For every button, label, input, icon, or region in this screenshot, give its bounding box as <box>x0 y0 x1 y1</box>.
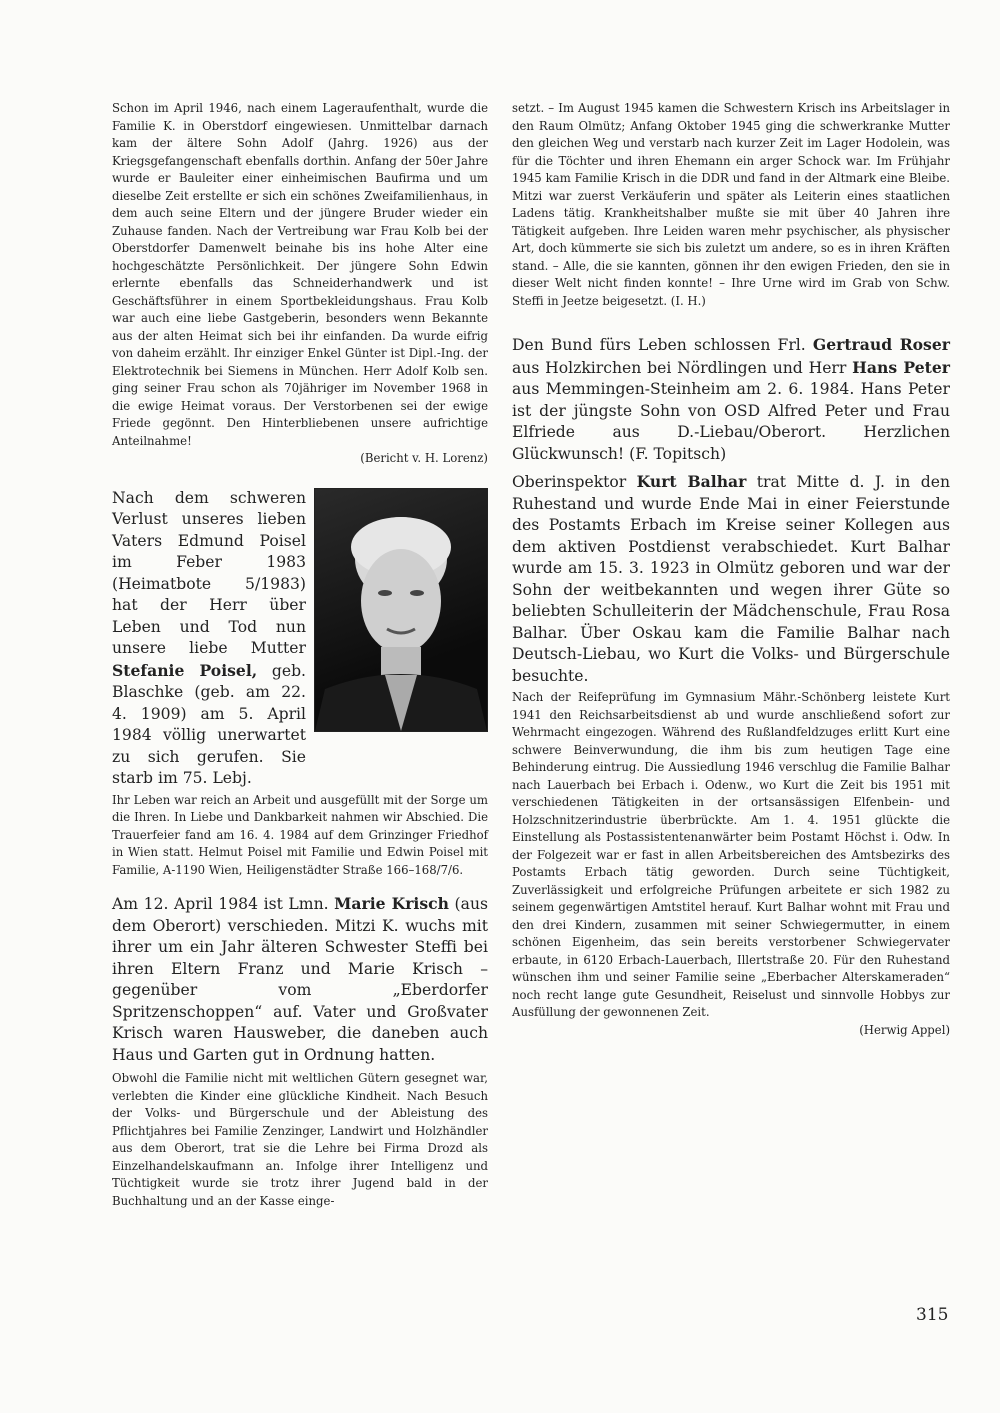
kolb-article-text: Schon im April 1946, nach einem Lageraufenthalt, wurde die Familie K. in Oberstdorf eingewiesen. Unmittelbar darnach kam der ältere Sohn Adolf (Jahrg. 1926) aus der Kriegsgefangenschaft ebenfalls dorthin. Anfang der 50er Jahre wurde er Bauleiter einer einheimischen Baufirma und um dieselbe Zeit erstellte er sich ein schönes Zweifamilienhaus, in dem auch seine Eltern und der jüngere Bruder wieder ein Zuhause fanden. Nach der Vertreibung war Frau Kolb bei der Oberstdorfer Damenwelt beinahe bis ins hohe Alter eine hochgeschätzte Persönlichkeit. Der jüngere Sohn Edwin erlernte ebenfalls das Schneiderhandwerk und ist Geschäftsführer in einem Sportbekleidungshaus. Frau Kolb war auch eine liebe Gastgeberin, besonders wenn Bekannte aus der alten Heimat sich bei ihr einfanden. Da wurde eifrig von daheim erzählt. Ihr einziger Enkel Günter ist Dipl.-Ing. der Elektrotechnik bei Siemens in München. Herr Adolf Kolb sen. ging seiner Frau schon als 70jähriger im November 1968 in die ewige Heimat voraus. Der Verstorbenen sei der ewige Friede gegönnt. Den Hinterbliebenen unsere aufrichtige Anteilnahme! <box>112 101 488 448</box>
krisch-intro: Am 12. April 1984 ist Lmn. Marie Krisch (aus dem Oberort) verschieden. Mitzi K. wuchs mit ihrer um ein Jahr älteren Schwester Steffi bei ihren Eltern Franz und Marie Krisch – gegenüber vom „Eberdorfer Spritzenschoppen“ auf. Vater und Großvater Krisch waren Hausweber, die daneben auch Haus und Garten gut in Ordnung hatten. <box>112 894 488 1064</box>
portrait-photo <box>314 488 488 732</box>
right-column <box>512 100 950 1039</box>
poisel-details: Ihr Leben war reich an Arbeit und ausgefüllt mit der Sorge um die Ihren. In Liebe und Dankbarkeit nahmen wir Abschied. Die Trauerfeier fand am 16. 4. 1984 auf dem Grinzinger Friedhof in Wien statt. Helmut Poisel mit Familie und Edwin Poisel mit Familie, A-1190 Wien, Heiligenstädter Straße 166–168/7/6. <box>112 792 488 877</box>
left-column <box>112 100 488 1210</box>
poisel-intro: Nach dem schweren Verlust unseres lieben Vaters Edmund Poisel im Feber 1983 (Heimatbote 5/1983) hat der Herr über Leben und Tod nun unsere liebe Mutter Stefanie Poisel, geb. Blaschke (geb. am 22. 4. 1909) am 5. April 1984 völlig unerwartet zu sich gerufen. Sie starb im 75. Lebj. <box>112 488 307 787</box>
balhar-credit: (Herwig Appel) <box>859 1022 950 1037</box>
krisch-details: Obwohl die Familie nicht mit weltlichen Gütern gesegnet war, verlebten die Kinder eine glückliche Kindheit. Nach Besuch der Volks- und Bürgerschule und der Ableistung des Pflichtjahres bei Familie Zenzinger, Landwirt und Holzhändler aus dem Oberort, trat sie die Lehre bei Firma Drozd als Einzelhandelskaufmann an. Infolge ihrer Intelligenz und Tüchtigkeit wurde sie trotz ihrer Jugend bald in der Buchhaltung und an der Kasse einge- <box>112 1071 488 1208</box>
kolb-article-credit: (Bericht v. H. Lorenz) <box>360 451 488 465</box>
balhar-intro: Oberinspektor Kurt Balhar trat Mitte d. J. in den Ruhestand und wurde Ende Mai in einer Feierstunde des Postamts Erbach im Kreise seiner Kollegen aus dem aktiven Postdienst verabschiedet. Kurt Balhar wurde am 15. 3. 1923 in Olmütz geboren und war der Sohn der weitbekannten und wegen ihrer Güte so beliebten Schulleiterin der Mädchenschule, Frau Rosa Balhar. Über Oskau kam die Familie Balhar nach Deutsch-Liebau, wo Kurt die Volks- und Bürgerschule besuchte. <box>512 472 950 685</box>
krisch-continuation: setzt. – Im August 1945 kamen die Schwestern Krisch ins Arbeitslager in den Raum Olmütz; Anfang Oktober 1945 ging die schwerkranke Mutter den gleichen Weg und verstarb nach kurzer Zeit im Lager Hodolein, was für die Töchter und ihren Ehemann ein arger Schock war. Im Frühjahr 1945 kam Familie Krisch in die DDR und fand in der Altmark eine Bleibe. Mitzi war zuerst Verkäuferin und später als Leiterin eines staatlichen Ladens tätig. Krankheitshalber mußte sie mit über 40 Jahren ihre Tätigkeit aufgeben. Ihre Leiden waren mehr psychischer, als physischer Art, doch kümmerte sie sich bis zuletzt um andere, so es in ihren Kräften stand. – Alle, die sie kannten, gönnen ihr den ewigen Frieden, den sie in dieser Welt nicht finden konnte! – Ihre Urne wird im Grab von Schw. Steffi in Jeetze beigesetzt. (I. H.) <box>512 101 950 308</box>
poisel-obituary <box>112 488 488 880</box>
wedding-announcement: Den Bund fürs Leben schlossen Frl. Gertraud Roser aus Holzkirchen bei Nördlingen und Herr Hans Peter aus Memmingen-Steinheim am 2. 6. 1984. Hans Peter ist der jüngste Sohn von OSD Alfred Peter und Frau Elfriede aus D.-Liebau/Oberort. Herzlichen Glückwunsch! (F. Topitsch) <box>512 335 950 463</box>
balhar-details: Nach der Reifeprüfung im Gymnasium Mähr.-Schönberg leistete Kurt 1941 den Reichsarbeitsdienst ab und wurde anschließend sofort zur Wehrmacht eingezogen. Während des Rußlandfeldzuges erlitt Kurt eine schwere Beinverwundung, die ihm bis zum heutigen Tage eine Behinderung eintrug. Die Aussiedlung 1946 verschlug die Familie Balhar nach Lauerbach bei Erbach i. Odenw., wo Kurt die Zeit bis 1951 mit verschiedenen Tätigkeiten in der ortsansässigen Elfenbein- und Holzschnitzerindustrie überbrückte. Am 1. 4. 1951 glückte die Einstellung als Postassistentenanwärter beim Postamt Höchst i. Odw. In der Folgezeit war er fast in allen Arbeitsbereichen des Amtsbezirks des Postamts Erbach tätig geworden. Durch seine Tüchtigkeit, Zuverlässigkeit und erfolgreiche Prüfungen arbeitete er sich 1982 zu seinem gegenwärtigen Amtstitel herauf. Kurt Balhar wohnt mit Frau und den drei Kindern, zusammen mit seiner Schwiegermutter, in einem schönen Eigenheim, das sein bereits verstorbener Schwiegervater erbaute, in 6120 Erbach-Lauerbach, Illertstraße 20. Für den Ruhestand wünschen ihm und seiner Familie seine „Eberbacher Alterskameraden“ noch recht lange gute Gesundheit, Reiselust und sinnvolle Hobbys zur Ausfüllung der gewonnenen Zeit. <box>512 690 950 1019</box>
page-number: 315 <box>916 1305 949 1325</box>
